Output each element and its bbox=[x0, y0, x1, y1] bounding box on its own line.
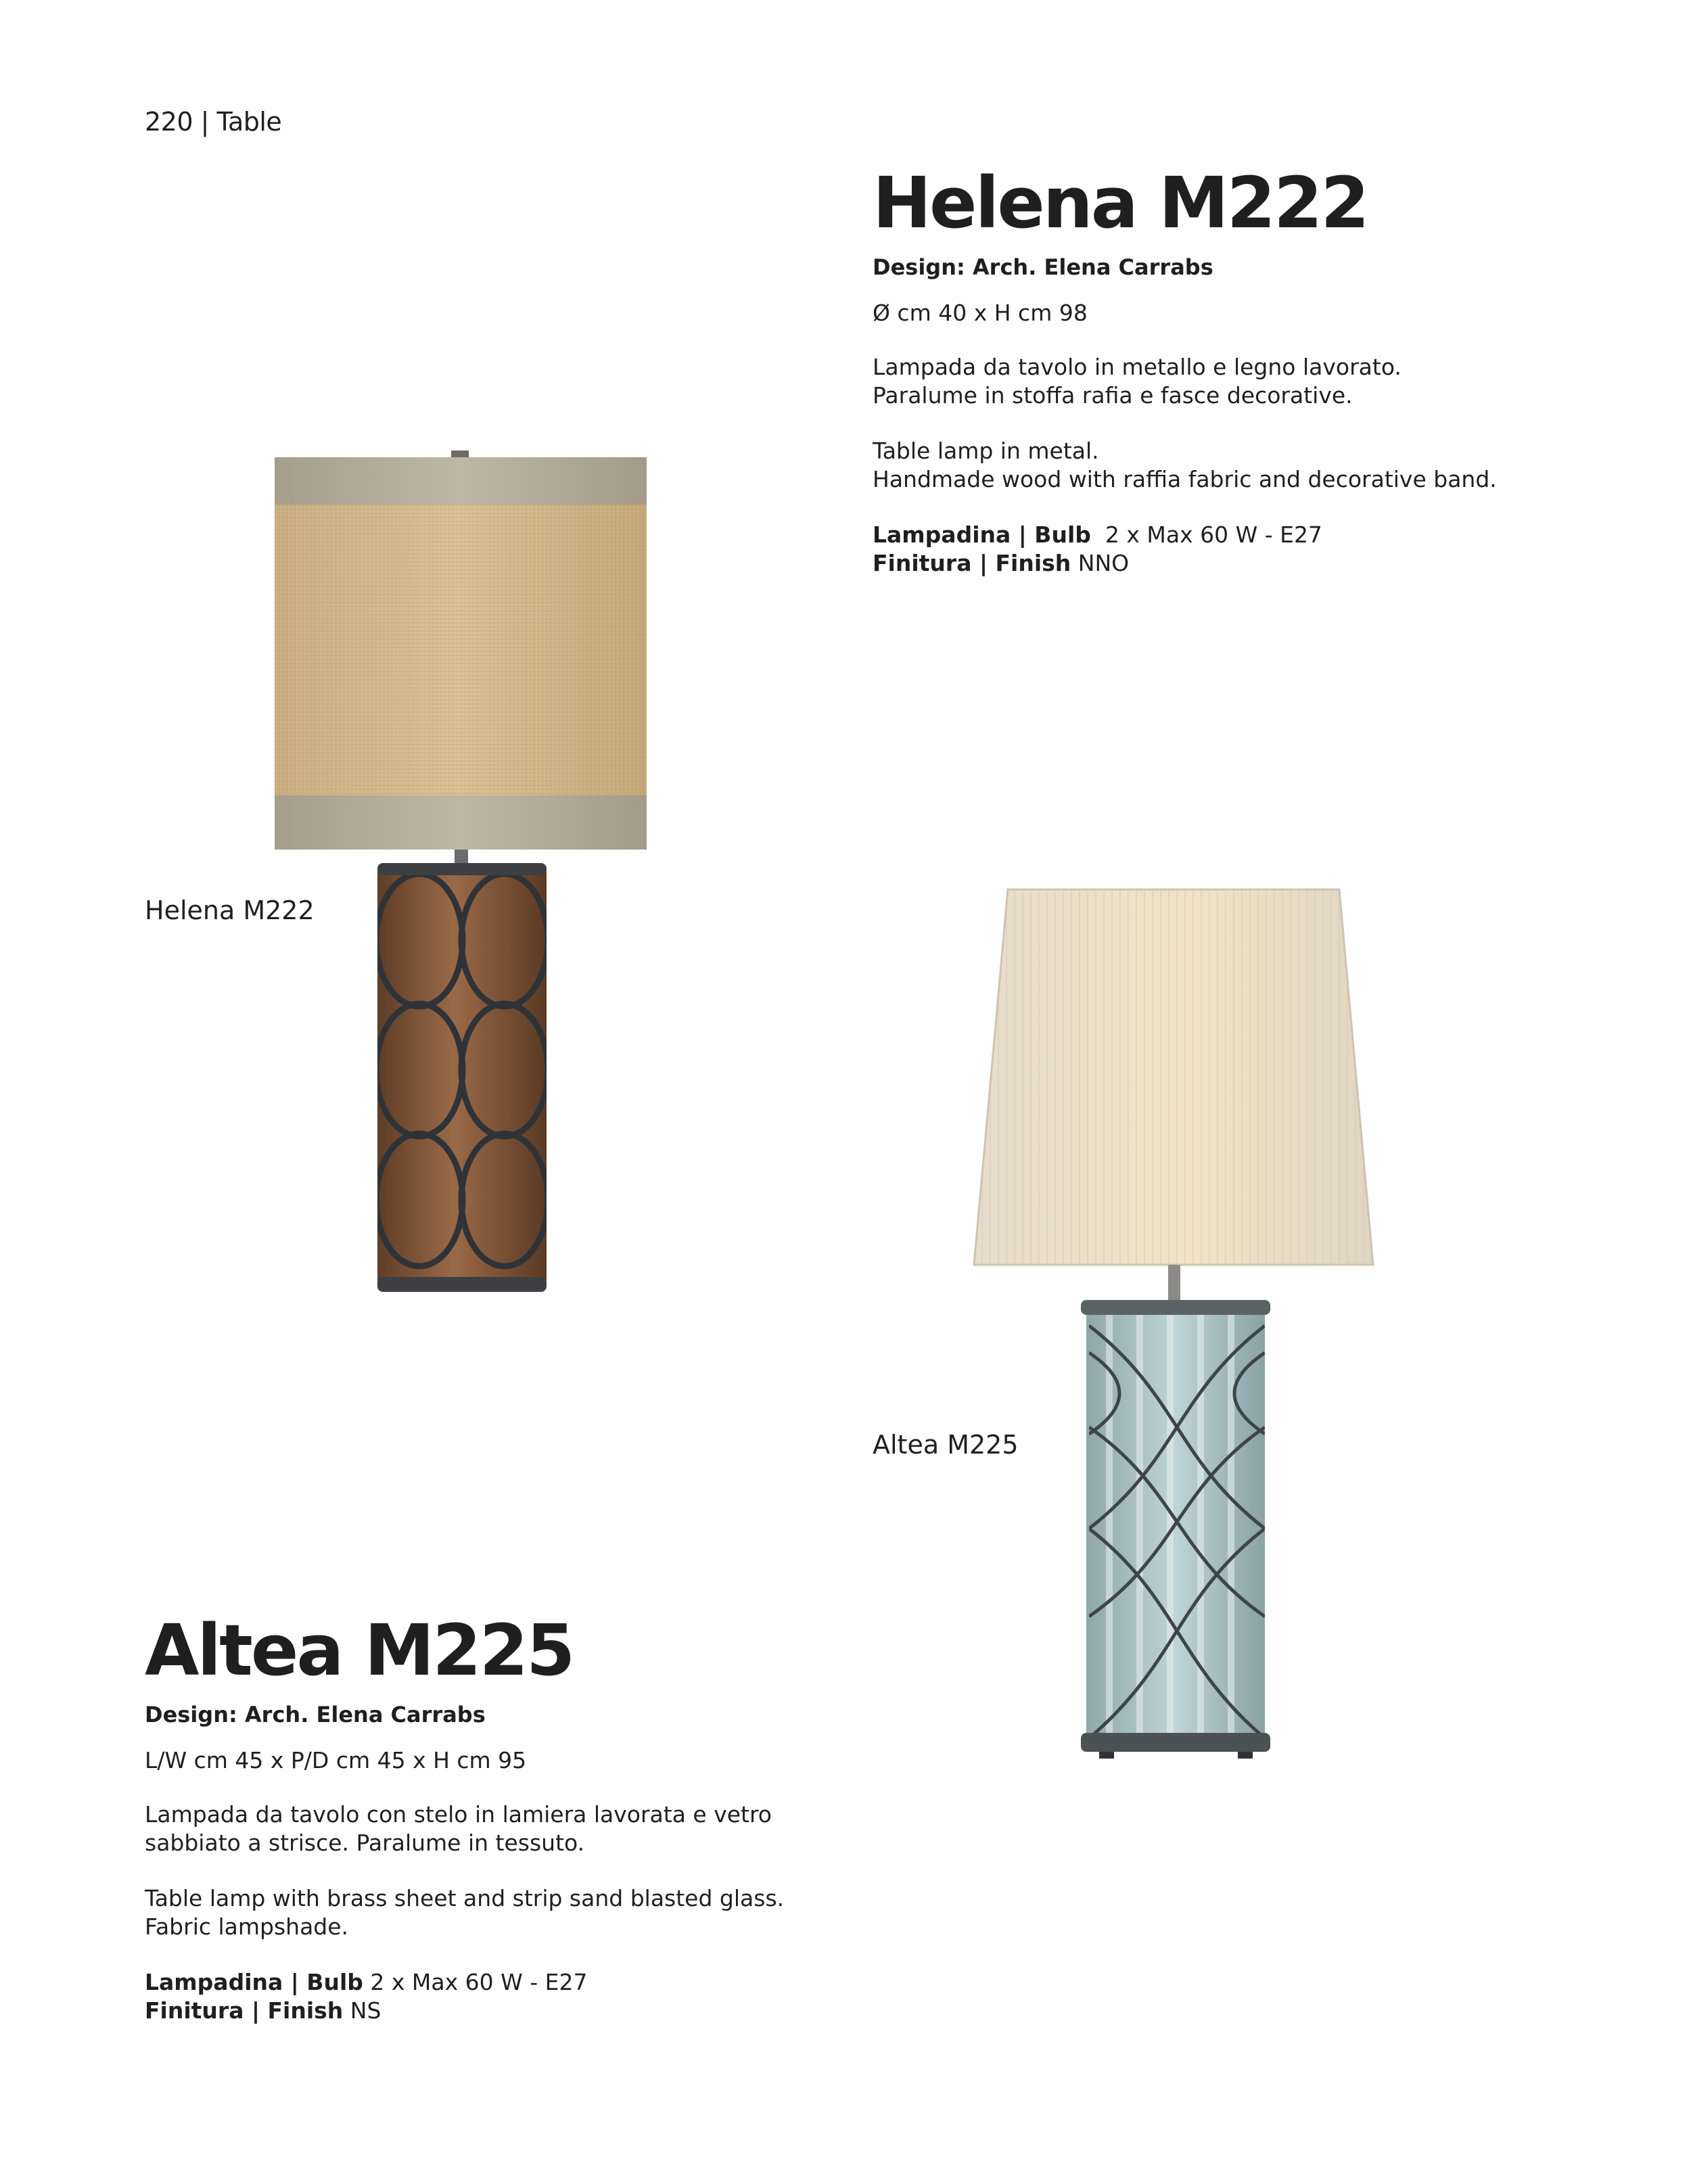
description-line: Handmade wood with raffia fabric and decorative band. bbox=[873, 466, 1497, 492]
description-line: Lampada da tavolo con stelo in lamiera lavorata e vetro bbox=[145, 1801, 772, 1828]
specifications bbox=[145, 1968, 889, 2025]
description-line: Fabric lampshade. bbox=[145, 1913, 349, 1940]
specifications bbox=[873, 521, 1617, 578]
helena-caption: Helena M222 bbox=[145, 896, 315, 925]
dimensions: L/W cm 45 x P/D cm 45 x H cm 95 bbox=[145, 1747, 527, 1773]
helena-info bbox=[873, 162, 1617, 578]
bulb-spec bbox=[145, 1968, 889, 1997]
helena-lamp-image bbox=[271, 446, 656, 1305]
description-line: Table lamp with brass sheet and strip sand blasted glass. bbox=[145, 1885, 785, 1911]
product-title: Altea M225 bbox=[145, 1609, 574, 1692]
finish-value: NNO bbox=[1078, 550, 1130, 576]
product-title: Helena M222 bbox=[873, 162, 1368, 244]
description-line: Table lamp in metal. bbox=[873, 438, 1099, 464]
section-name: Table bbox=[216, 107, 282, 137]
page-number: 220 bbox=[145, 107, 193, 137]
description-line: sabbiato a strisce. Paralume in tessuto. bbox=[145, 1830, 585, 1856]
bulb-label: Lampadina | Bulb bbox=[145, 1969, 363, 1995]
page-header bbox=[145, 107, 281, 137]
altea-info bbox=[145, 1609, 889, 2025]
altea-lamp-image bbox=[954, 879, 1393, 1786]
finish-label: Finitura | Finish bbox=[873, 550, 1071, 576]
bulb-label: Lampadina | Bulb bbox=[873, 521, 1091, 548]
designer-credit: Design: Arch. Elena Carrabs bbox=[873, 254, 1213, 280]
header-separator: | bbox=[200, 107, 209, 137]
bulb-value: 2 x Max 60 W - E27 bbox=[370, 1969, 588, 1995]
bulb-value: 2 x Max 60 W - E27 bbox=[1105, 521, 1322, 548]
finish-label: Finitura | Finish bbox=[145, 1997, 344, 2024]
description-italian bbox=[873, 353, 1617, 410]
finish-value: NS bbox=[350, 1997, 381, 2024]
description-english bbox=[873, 437, 1617, 494]
altea-caption: Altea M225 bbox=[873, 1430, 1019, 1460]
description-english bbox=[145, 1884, 889, 1941]
finish-spec bbox=[145, 1997, 889, 2025]
description-italian bbox=[145, 1800, 889, 1857]
dimensions: Ø cm 40 x H cm 98 bbox=[873, 300, 1088, 326]
description-line: Lampada da tavolo in metallo e legno lavorato. bbox=[873, 354, 1402, 380]
description-line: Paralume in stoffa rafia e fasce decorative. bbox=[873, 382, 1353, 409]
finish-spec bbox=[873, 549, 1617, 578]
designer-credit: Design: Arch. Elena Carrabs bbox=[145, 1702, 486, 1727]
bulb-spec bbox=[873, 521, 1617, 549]
